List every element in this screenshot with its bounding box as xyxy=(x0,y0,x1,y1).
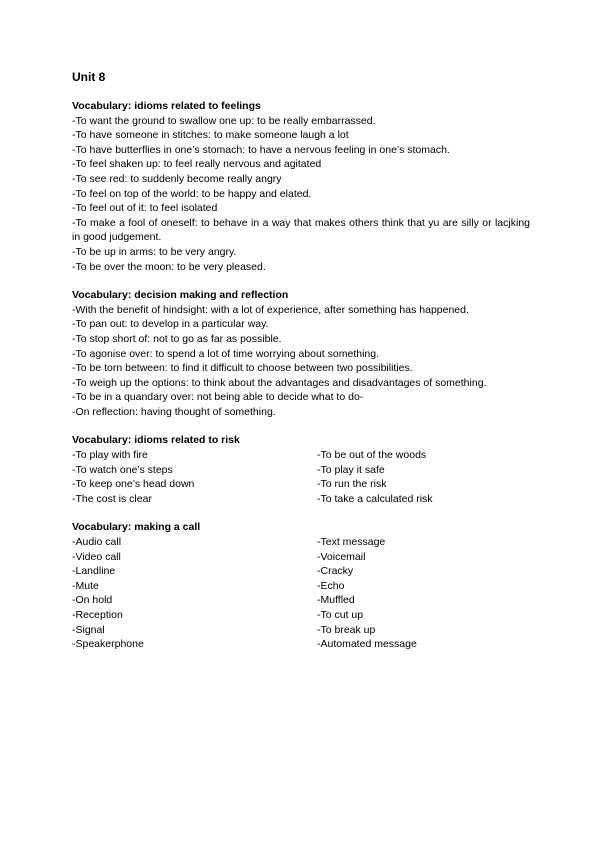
two-column-list xyxy=(72,535,530,652)
vocab-item: -On hold xyxy=(72,594,113,607)
vocab-item: -To cut up xyxy=(317,609,364,621)
vocab-item: -To have butterflies in one’s stomach: to have a nervous feeling in one’s stomach. xyxy=(72,143,450,156)
vocab-item: -To have someone in stitches: to make someone laugh a lot xyxy=(72,129,349,142)
right-column xyxy=(317,448,530,506)
section-heading: Vocabulary: idioms related to risk xyxy=(72,434,240,447)
section-heading: Vocabulary: decision making and reflection xyxy=(72,289,289,302)
vocab-item: -To see red: to suddenly become really angry xyxy=(72,172,282,185)
vocab-item: -To be up in arms: to be very angry. xyxy=(72,245,237,258)
vocab-item: -To run the risk xyxy=(317,478,387,491)
vocab-item: -Audio call xyxy=(72,536,122,549)
vocab-item: -To take a calculated risk xyxy=(317,492,433,505)
vocab-item: -To break up xyxy=(317,623,376,636)
vocab-item: -The cost is clear xyxy=(72,492,152,505)
vocab-item: -Automated message xyxy=(317,638,417,651)
section-making-a-call xyxy=(72,520,530,651)
vocab-item: -Video call xyxy=(72,550,121,563)
vocab-item: -Text message xyxy=(317,536,386,549)
vocab-item: -To feel shaken up: to feel really nervous and agitated xyxy=(72,158,322,171)
vocab-item: -Landline xyxy=(72,565,116,578)
section-decision-making xyxy=(72,288,530,419)
vocab-item: -To pan out: to develop in a particular way. xyxy=(72,318,269,331)
left-column xyxy=(72,448,317,506)
vocab-item: -To play it safe xyxy=(317,463,385,476)
vocab-item: -Mute xyxy=(72,579,99,592)
vocab-item: -To be over the moon: to be very pleased. xyxy=(72,260,266,273)
right-column xyxy=(317,535,530,652)
vocab-item: -Cracky xyxy=(317,565,354,578)
two-column-list xyxy=(72,448,530,506)
vocab-item: -To weigh up the options: to think about the advantages and disadvantages of something. xyxy=(72,376,487,389)
vocab-item: -With the benefit of hindsight: with a lot of experience, after something has happened. xyxy=(72,303,469,316)
vocab-item: -To play with fire xyxy=(72,449,148,462)
vocab-item: -To watch one’s steps xyxy=(72,463,173,476)
document-page xyxy=(72,70,530,666)
vocab-item: -Signal xyxy=(72,623,105,636)
vocab-item: -Voicemail xyxy=(317,550,366,563)
vocab-item: -To be in a quandary over: not being able to decide what to do- xyxy=(72,391,364,404)
vocab-item: -To feel out of it: to feel isolated xyxy=(72,202,218,215)
vocab-item: -Reception xyxy=(72,609,123,621)
vocab-item: -To keep one’s head down xyxy=(72,478,195,491)
left-column xyxy=(72,535,317,652)
vocab-item: -Speakerphone xyxy=(72,638,144,651)
vocab-item: -To make a fool of oneself: to behave in a way that makes others think that yu are silly or lacjking in good judgement. xyxy=(72,216,530,244)
section-heading: Vocabulary: making a call xyxy=(72,521,201,534)
vocab-item: -To feel on top of the world: to be happy and elated. xyxy=(72,187,312,200)
section-feelings xyxy=(72,99,530,274)
vocab-item: -To be torn between: to find it difficult to choose between two possibilities. xyxy=(72,362,413,375)
vocab-item: -To agonise over: to spend a lot of time worrying about something. xyxy=(72,347,380,360)
vocab-item: -Echo xyxy=(317,579,345,592)
vocab-item: -Muffled xyxy=(317,594,355,607)
vocab-item: -To be out of the woods xyxy=(317,449,427,462)
vocab-item: -On reflection: having thought of something. xyxy=(72,405,276,418)
vocab-item: -To stop short of: not to go as far as possible. xyxy=(72,332,282,345)
vocab-item: -To want the ground to swallow one up: to be really embarrassed. xyxy=(72,114,376,127)
unit-title: Unit 8 xyxy=(72,70,106,84)
section-heading: Vocabulary: idioms related to feelings xyxy=(72,100,261,112)
section-risk xyxy=(72,433,530,506)
